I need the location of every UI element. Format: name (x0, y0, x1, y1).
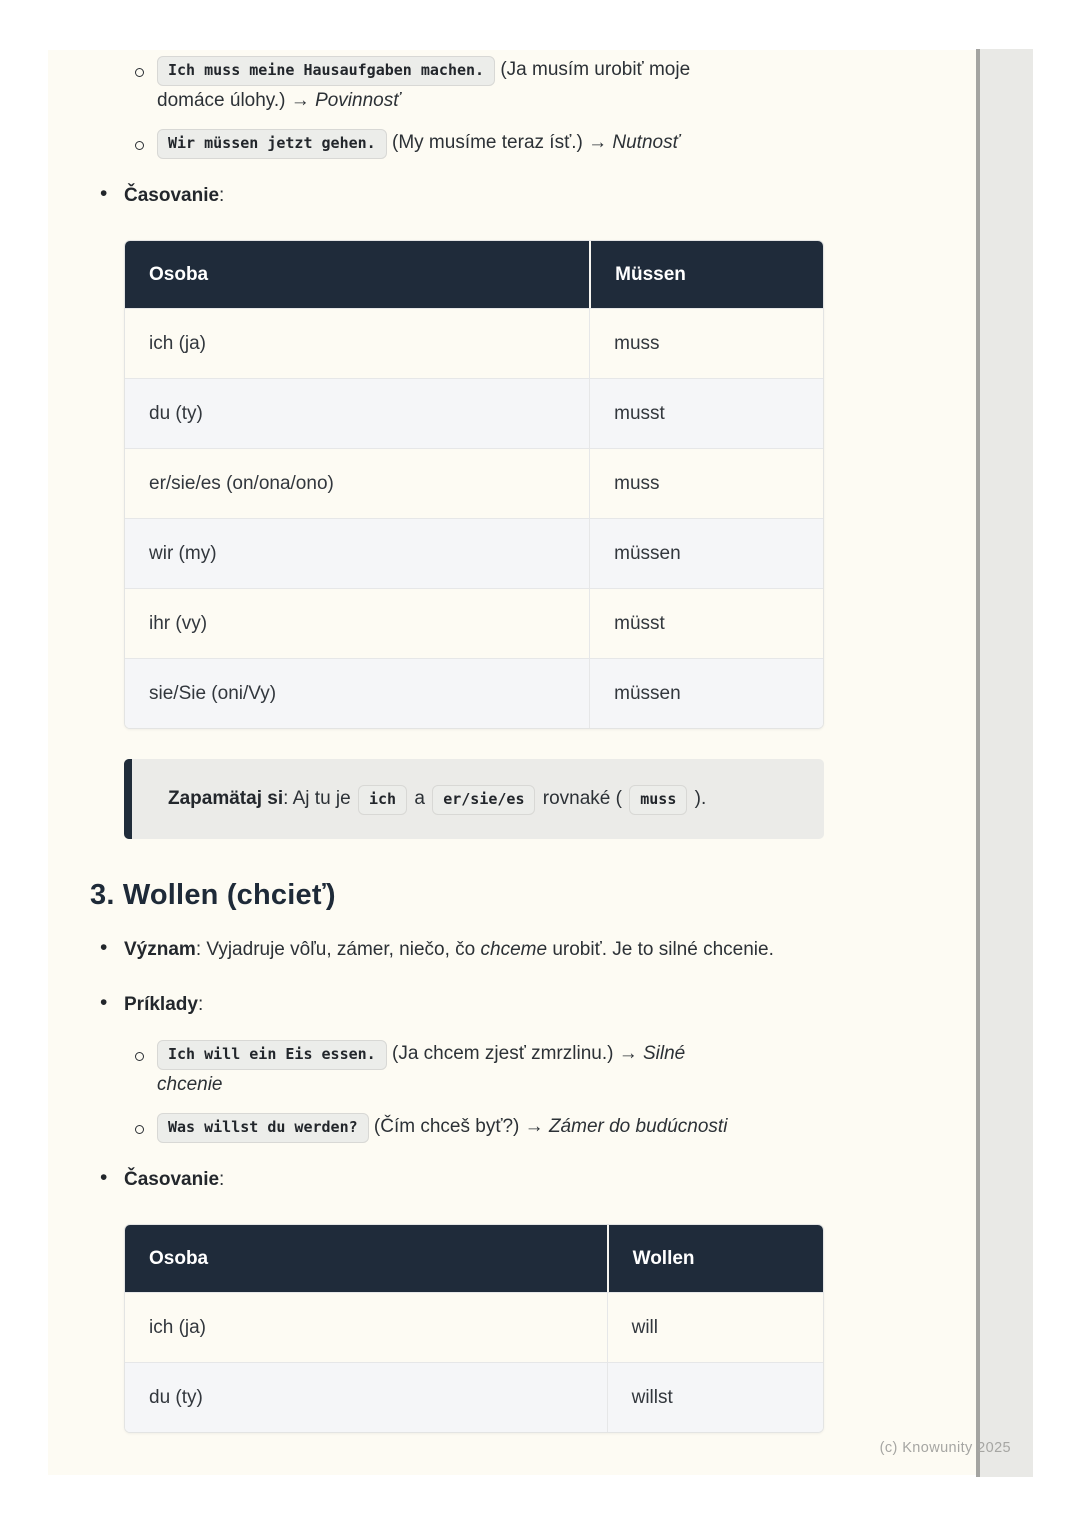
casovanie-label: Časovanie (124, 1169, 220, 1190)
colon: : (197, 994, 204, 1015)
table-cell: will (607, 1292, 823, 1362)
list-item (134, 1039, 825, 1100)
list-item (100, 1165, 825, 1195)
priklady-line (124, 990, 825, 1020)
code-chip: er/sie/es (432, 785, 535, 815)
casovanie-label: Časovanie (124, 185, 220, 206)
table-row (125, 378, 823, 448)
code-chip: Ich muss meine Hausaufgaben machen. (157, 56, 495, 86)
watermark: (c) Knowunity 2025 (879, 1440, 1011, 1456)
table-cell: sie/Sie (oni/Vy) (125, 658, 589, 728)
scrollbar-track[interactable] (976, 49, 1033, 1477)
document-content (90, 50, 825, 1433)
remember-callout (124, 759, 824, 839)
column-header-osoba: Osoba (125, 1225, 607, 1292)
vyznam-text: urobiť. Je to silné chcenie. (547, 939, 774, 960)
table-cell: du (ty) (125, 378, 589, 448)
example-tag: Silné chcenie (157, 1043, 686, 1095)
wollen-conjugation-table (124, 1224, 824, 1433)
callout-text: : Aj tu je (283, 788, 356, 809)
list-item (100, 181, 825, 211)
example-tag: Nutnosť (612, 132, 680, 153)
vyznam-emphasis: chceme (480, 939, 548, 960)
example-text (157, 1039, 732, 1100)
column-header-muessen: Müssen (589, 241, 823, 308)
bullet-icon: • (100, 1166, 108, 1189)
callout-label: Zapamätaj si (168, 788, 284, 809)
table-cell: ich (ja) (125, 308, 589, 378)
circle-bullet-icon (135, 1052, 144, 1061)
colon: : (219, 185, 225, 206)
circle-bullet-icon (135, 141, 144, 150)
code-chip: Ich will ein Eis essen. (157, 1040, 387, 1070)
example-tag: Zámer do budúcnosti (548, 1116, 728, 1137)
muessen-conjugation-table (124, 240, 824, 729)
table-cell: müssen (589, 658, 823, 728)
vyznam-text: : Vyjadruje vôľu, zámer, niečo, čo (195, 939, 481, 960)
callout-text: a (409, 788, 431, 809)
muessen-examples-list (134, 55, 825, 159)
list-item (100, 935, 825, 965)
section-title-wollen: 3. Wollen (chcieť) (90, 879, 336, 911)
table-row (125, 588, 823, 658)
vyznam-paragraph (124, 935, 825, 965)
vyznam-label: Význam (124, 939, 196, 960)
circle-bullet-icon (135, 68, 144, 77)
column-header-osoba: Osoba (125, 241, 589, 308)
colon: : (219, 1169, 225, 1190)
table-cell: ich (ja) (125, 1292, 607, 1362)
casovanie-line (124, 181, 825, 211)
document-page (48, 50, 976, 1475)
table-row (125, 448, 823, 518)
code-chip: muss (629, 785, 687, 815)
table-cell: er/sie/es (on/ona/ono) (125, 448, 589, 518)
list-item (100, 990, 825, 1020)
callout-text: rovnaké ( (537, 788, 628, 809)
priklady-label: Príklady (124, 994, 198, 1015)
circle-bullet-icon (135, 1125, 144, 1134)
bullet-icon: • (100, 936, 108, 959)
list-item (134, 55, 825, 116)
bullet-icon: • (100, 991, 108, 1014)
table-row (125, 658, 823, 728)
example-text (157, 55, 732, 116)
example-translation: (My musíme teraz ísť.) → (386, 132, 613, 153)
code-chip: Wir müssen jetzt gehen. (157, 129, 387, 159)
example-translation: (Čím chceš byť?) → (368, 1116, 549, 1137)
example-translation: (Ja chcem zjesť zmrzlinu.) → (386, 1043, 643, 1064)
example-text (157, 1112, 825, 1143)
table-row (125, 518, 823, 588)
table-cell: muss (589, 448, 823, 518)
table-cell: müsst (589, 588, 823, 658)
list-item (134, 1112, 825, 1143)
table-row (125, 1362, 823, 1432)
table-cell: ihr (vy) (125, 588, 589, 658)
table-row (125, 308, 823, 378)
table-cell: du (ty) (125, 1362, 607, 1432)
table-cell: wir (my) (125, 518, 589, 588)
code-chip: Was willst du werden? (157, 1113, 369, 1143)
table-row (125, 1292, 823, 1362)
table-cell: muss (589, 308, 823, 378)
column-header-wollen: Wollen (607, 1225, 823, 1292)
bullet-icon: • (100, 182, 108, 205)
table-header-row (125, 241, 823, 308)
table-cell: müssen (589, 518, 823, 588)
table-cell: musst (589, 378, 823, 448)
wollen-examples-list (134, 1039, 825, 1143)
example-translation: (Ja musím urobiť moje domáce úlohy.) → (157, 59, 691, 111)
list-item (134, 128, 825, 159)
casovanie-line (124, 1165, 825, 1195)
table-header-row (125, 1225, 823, 1292)
code-chip: ich (358, 785, 407, 815)
example-tag: Povinnosť (315, 90, 400, 111)
example-text (157, 128, 825, 159)
table-cell: willst (607, 1362, 823, 1432)
callout-text: ). (689, 788, 707, 809)
